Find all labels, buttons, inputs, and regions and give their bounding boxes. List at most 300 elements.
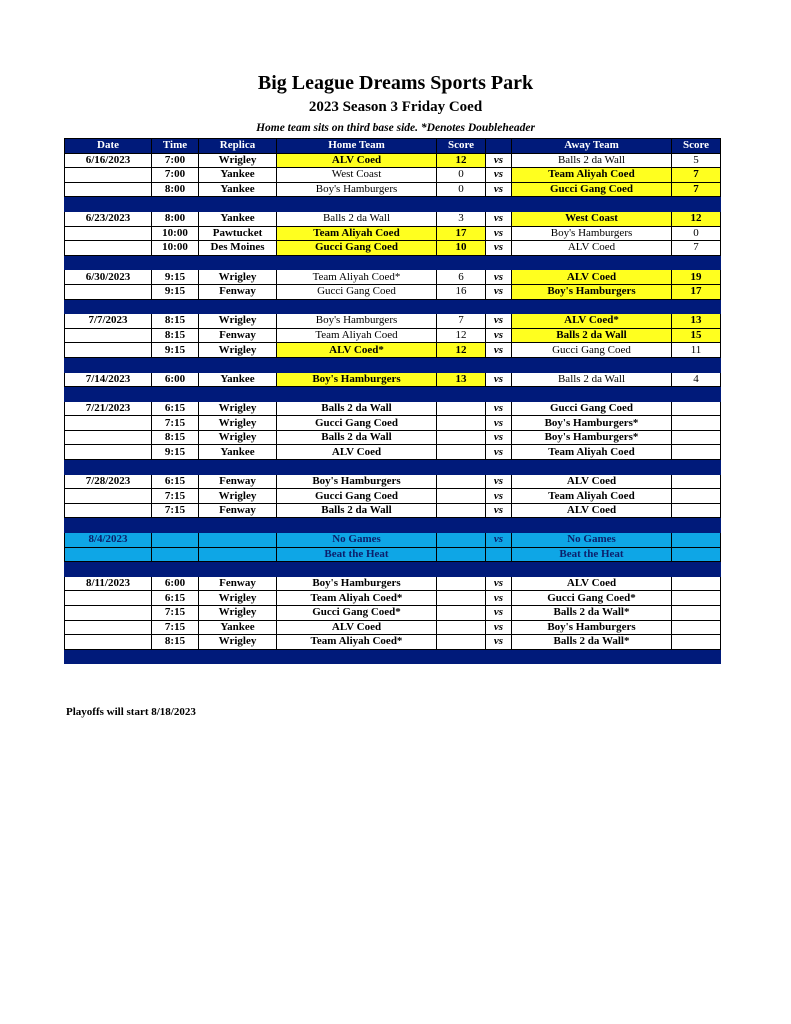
away-team-cell: ALV Coed <box>512 576 672 591</box>
page-subtitle: 2023 Season 3 Friday Coed <box>308 99 483 115</box>
game-row <box>65 591 721 606</box>
separator-cell <box>65 562 152 577</box>
replica-cell: Yankee <box>199 372 277 387</box>
separator-cell <box>672 460 721 475</box>
vs-cell: vs <box>486 635 512 650</box>
home-team-cell: Balls 2 da Wall <box>277 430 437 445</box>
separator-row <box>65 562 721 577</box>
separator-cell <box>152 460 199 475</box>
separator-cell <box>152 255 199 270</box>
vs-cell: vs <box>486 445 512 460</box>
away-score-cell <box>672 401 721 416</box>
replica-cell: Fenway <box>199 474 277 489</box>
time-cell: 7:15 <box>152 416 199 431</box>
game-row <box>65 430 721 445</box>
time-cell: 7:00 <box>152 153 199 168</box>
game-row <box>65 168 721 183</box>
away-team-cell: Team Aliyah Coed <box>512 168 672 183</box>
schedule-note: Home team sits on third base side. *Denotes Doubleheader <box>256 122 535 134</box>
home-score-cell: 6 <box>437 270 486 285</box>
separator-cell <box>672 518 721 533</box>
replica-cell: Des Moines <box>199 241 277 256</box>
home-team-cell: Balls 2 da Wall <box>277 401 437 416</box>
separator-cell <box>65 255 152 270</box>
away-team-cell: ALV Coed <box>512 270 672 285</box>
replica-cell: Wrigley <box>199 606 277 621</box>
vs-cell: vs <box>486 606 512 621</box>
vs-cell: vs <box>486 314 512 329</box>
game-row <box>65 445 721 460</box>
header-time: Time <box>152 139 199 154</box>
away-team-cell: Balls 2 da Wall <box>512 328 672 343</box>
time-cell: 9:15 <box>152 270 199 285</box>
separator-row <box>65 518 721 533</box>
separator-row <box>65 299 721 314</box>
separator-cell <box>277 460 437 475</box>
separator-cell <box>512 518 672 533</box>
separator-cell <box>672 649 721 664</box>
away-team-cell: Balls 2 da Wall <box>512 372 672 387</box>
away-team-cell: ALV Coed* <box>512 314 672 329</box>
home-score-cell <box>437 606 486 621</box>
separator-cell <box>486 649 512 664</box>
vs-cell: vs <box>486 401 512 416</box>
game-row <box>65 153 721 168</box>
away-team-cell: Balls 2 da Wall* <box>512 635 672 650</box>
away-score-cell: 5 <box>672 153 721 168</box>
separator-cell <box>437 255 486 270</box>
away-score-cell <box>672 474 721 489</box>
home-team-cell: ALV Coed <box>277 620 437 635</box>
game-row <box>65 241 721 256</box>
date-cell <box>65 182 152 197</box>
separator-cell <box>672 299 721 314</box>
header-home-score: Score <box>437 139 486 154</box>
header-away-score: Score <box>672 139 721 154</box>
separator-cell <box>277 197 437 212</box>
replica-cell: Wrigley <box>199 635 277 650</box>
home-score-cell: 10 <box>437 241 486 256</box>
replica-cell: Wrigley <box>199 416 277 431</box>
time-cell <box>152 547 199 562</box>
separator-cell <box>672 562 721 577</box>
away-score-cell <box>672 547 721 562</box>
home-team-cell: Team Aliyah Coed* <box>277 591 437 606</box>
date-cell <box>65 168 152 183</box>
header-vs <box>486 139 512 154</box>
replica-cell: Yankee <box>199 182 277 197</box>
separator-cell <box>512 299 672 314</box>
separator-cell <box>437 387 486 402</box>
away-score-cell: 4 <box>672 372 721 387</box>
home-team-cell: Boy's Hamburgers <box>277 576 437 591</box>
replica-cell <box>199 533 277 548</box>
away-score-cell: 7 <box>672 168 721 183</box>
separator-cell <box>65 197 152 212</box>
game-row <box>65 474 721 489</box>
date-cell <box>65 430 152 445</box>
time-cell: 7:15 <box>152 606 199 621</box>
separator-cell <box>277 562 437 577</box>
home-score-cell <box>437 576 486 591</box>
home-team-cell: Boy's Hamburgers <box>277 182 437 197</box>
date-cell: 7/21/2023 <box>65 401 152 416</box>
header-replica: Replica <box>199 139 277 154</box>
away-team-cell: ALV Coed <box>512 503 672 518</box>
separator-cell <box>512 357 672 372</box>
replica-cell: Wrigley <box>199 489 277 504</box>
home-team-cell: ALV Coed <box>277 153 437 168</box>
vs-cell: vs <box>486 328 512 343</box>
date-cell <box>65 328 152 343</box>
date-cell: 6/23/2023 <box>65 211 152 226</box>
header-home-team: Home Team <box>277 139 437 154</box>
separator-cell <box>152 357 199 372</box>
home-score-cell <box>437 503 486 518</box>
home-score-cell <box>437 474 486 489</box>
home-team-cell: Boy's Hamburgers <box>277 474 437 489</box>
separator-cell <box>152 387 199 402</box>
replica-cell: Fenway <box>199 576 277 591</box>
date-cell <box>65 547 152 562</box>
separator-cell <box>152 649 199 664</box>
home-team-cell: Team Aliyah Coed <box>277 226 437 241</box>
replica-cell: Pawtucket <box>199 226 277 241</box>
separator-row <box>65 649 721 664</box>
time-cell: 9:15 <box>152 343 199 358</box>
away-team-cell: Balls 2 da Wall* <box>512 606 672 621</box>
time-cell: 8:15 <box>152 635 199 650</box>
home-score-cell <box>437 635 486 650</box>
separator-cell <box>65 518 152 533</box>
away-score-cell: 17 <box>672 284 721 299</box>
separator-row <box>65 460 721 475</box>
away-score-cell: 7 <box>672 241 721 256</box>
vs-cell: vs <box>486 503 512 518</box>
home-team-cell: Team Aliyah Coed* <box>277 635 437 650</box>
vs-cell: vs <box>486 343 512 358</box>
away-score-cell <box>672 416 721 431</box>
time-cell: 6:15 <box>152 474 199 489</box>
home-score-cell: 12 <box>437 153 486 168</box>
separator-row <box>65 197 721 212</box>
away-team-cell: Gucci Gang Coed* <box>512 591 672 606</box>
home-team-cell: ALV Coed <box>277 445 437 460</box>
time-cell: 6:00 <box>152 372 199 387</box>
away-team-cell: Boy's Hamburgers <box>512 284 672 299</box>
separator-cell <box>277 357 437 372</box>
date-cell <box>65 416 152 431</box>
separator-cell <box>486 387 512 402</box>
separator-cell <box>277 518 437 533</box>
replica-cell: Yankee <box>199 620 277 635</box>
separator-cell <box>672 197 721 212</box>
replica-cell: Wrigley <box>199 153 277 168</box>
away-team-cell: Boy's Hamburgers <box>512 620 672 635</box>
away-team-cell: ALV Coed <box>512 241 672 256</box>
away-score-cell: 11 <box>672 343 721 358</box>
game-row <box>65 606 721 621</box>
game-row <box>65 284 721 299</box>
away-score-cell <box>672 635 721 650</box>
date-cell <box>65 284 152 299</box>
separator-cell <box>199 299 277 314</box>
game-row <box>65 328 721 343</box>
away-team-cell: No Games <box>512 533 672 548</box>
separator-cell <box>512 197 672 212</box>
time-cell: 8:15 <box>152 328 199 343</box>
vs-cell: vs <box>486 284 512 299</box>
home-score-cell: 3 <box>437 211 486 226</box>
game-row <box>65 270 721 285</box>
date-cell <box>65 620 152 635</box>
schedule-table <box>64 138 721 664</box>
home-team-cell: Balls 2 da Wall <box>277 211 437 226</box>
separator-cell <box>277 255 437 270</box>
separator-cell <box>199 518 277 533</box>
replica-cell: Yankee <box>199 168 277 183</box>
separator-cell <box>486 460 512 475</box>
separator-cell <box>437 562 486 577</box>
game-row <box>65 576 721 591</box>
away-score-cell <box>672 591 721 606</box>
time-cell: 8:15 <box>152 314 199 329</box>
away-team-cell: West Coast <box>512 211 672 226</box>
separator-cell <box>65 357 152 372</box>
page-title: Big League Dreams Sports Park <box>257 72 534 94</box>
replica-cell: Wrigley <box>199 270 277 285</box>
separator-cell <box>199 387 277 402</box>
separator-cell <box>512 460 672 475</box>
vs-cell: vs <box>486 182 512 197</box>
separator-cell <box>437 518 486 533</box>
away-team-cell: Gucci Gang Coed <box>512 182 672 197</box>
home-team-cell: Gucci Gang Coed <box>277 416 437 431</box>
replica-cell: Yankee <box>199 445 277 460</box>
separator-cell <box>486 255 512 270</box>
date-cell: 8/4/2023 <box>65 533 152 548</box>
time-cell: 8:15 <box>152 430 199 445</box>
time-cell: 10:00 <box>152 226 199 241</box>
replica-cell: Wrigley <box>199 314 277 329</box>
date-cell: 7/14/2023 <box>65 372 152 387</box>
home-score-cell: 16 <box>437 284 486 299</box>
separator-cell <box>486 518 512 533</box>
date-cell <box>65 343 152 358</box>
home-score-cell: 17 <box>437 226 486 241</box>
vs-cell: vs <box>486 416 512 431</box>
separator-cell <box>437 299 486 314</box>
date-cell <box>65 503 152 518</box>
away-team-cell: Gucci Gang Coed <box>512 401 672 416</box>
away-team-cell: Boy's Hamburgers <box>512 226 672 241</box>
separator-cell <box>672 387 721 402</box>
separator-cell <box>199 460 277 475</box>
separator-row <box>65 357 721 372</box>
date-cell <box>65 489 152 504</box>
separator-cell <box>152 299 199 314</box>
time-cell: 9:15 <box>152 445 199 460</box>
home-score-cell <box>437 547 486 562</box>
home-team-cell: Balls 2 da Wall <box>277 503 437 518</box>
away-score-cell: 0 <box>672 226 721 241</box>
home-score-cell <box>437 445 486 460</box>
replica-cell: Fenway <box>199 284 277 299</box>
home-team-cell: Boy's Hamburgers <box>277 314 437 329</box>
time-cell: 9:15 <box>152 284 199 299</box>
date-cell: 7/7/2023 <box>65 314 152 329</box>
away-team-cell: Team Aliyah Coed <box>512 445 672 460</box>
separator-cell <box>199 649 277 664</box>
home-score-cell: 0 <box>437 182 486 197</box>
separator-cell <box>437 197 486 212</box>
time-cell: 7:00 <box>152 168 199 183</box>
separator-cell <box>199 197 277 212</box>
separator-cell <box>437 649 486 664</box>
away-team-cell: Balls 2 da Wall <box>512 153 672 168</box>
away-score-cell: 15 <box>672 328 721 343</box>
vs-cell: vs <box>486 591 512 606</box>
separator-cell <box>512 649 672 664</box>
away-score-cell <box>672 620 721 635</box>
date-cell: 7/28/2023 <box>65 474 152 489</box>
date-cell: 6/30/2023 <box>65 270 152 285</box>
home-team-cell: Team Aliyah Coed* <box>277 270 437 285</box>
separator-cell <box>65 649 152 664</box>
schedule-body <box>65 153 721 664</box>
game-row <box>65 489 721 504</box>
home-team-cell: Gucci Gang Coed <box>277 284 437 299</box>
separator-cell <box>65 299 152 314</box>
vs-cell: vs <box>486 430 512 445</box>
replica-cell: Wrigley <box>199 591 277 606</box>
home-score-cell: 0 <box>437 168 486 183</box>
separator-cell <box>152 197 199 212</box>
separator-cell <box>65 387 152 402</box>
separator-cell <box>512 387 672 402</box>
date-cell <box>65 226 152 241</box>
replica-cell: Wrigley <box>199 401 277 416</box>
date-cell: 8/11/2023 <box>65 576 152 591</box>
home-team-cell: Beat the Heat <box>277 547 437 562</box>
separator-cell <box>512 562 672 577</box>
home-team-cell: West Coast <box>277 168 437 183</box>
date-cell <box>65 591 152 606</box>
separator-cell <box>437 460 486 475</box>
header-away-team: Away Team <box>512 139 672 154</box>
replica-cell: Fenway <box>199 503 277 518</box>
home-score-cell: 12 <box>437 343 486 358</box>
separator-cell <box>199 255 277 270</box>
date-cell <box>65 241 152 256</box>
vs-cell: vs <box>486 474 512 489</box>
home-score-cell: 12 <box>437 328 486 343</box>
vs-cell: vs <box>486 372 512 387</box>
home-team-cell: Team Aliyah Coed <box>277 328 437 343</box>
away-score-cell: 19 <box>672 270 721 285</box>
home-score-cell <box>437 591 486 606</box>
separator-row <box>65 255 721 270</box>
time-cell: 8:00 <box>152 182 199 197</box>
away-score-cell: 12 <box>672 211 721 226</box>
separator-cell <box>277 649 437 664</box>
vs-cell: vs <box>486 168 512 183</box>
game-row <box>65 226 721 241</box>
away-score-cell <box>672 533 721 548</box>
home-score-cell: 13 <box>437 372 486 387</box>
separator-cell <box>277 299 437 314</box>
away-score-cell <box>672 445 721 460</box>
separator-cell <box>672 357 721 372</box>
away-team-cell: Boy's Hamburgers* <box>512 430 672 445</box>
away-team-cell: Beat the Heat <box>512 547 672 562</box>
replica-cell: Yankee <box>199 211 277 226</box>
separator-cell <box>437 357 486 372</box>
home-team-cell: ALV Coed* <box>277 343 437 358</box>
home-team-cell: Gucci Gang Coed* <box>277 606 437 621</box>
header-row <box>65 139 721 154</box>
time-cell <box>152 533 199 548</box>
time-cell: 8:00 <box>152 211 199 226</box>
vs-cell: vs <box>486 241 512 256</box>
game-row <box>65 620 721 635</box>
time-cell: 7:15 <box>152 620 199 635</box>
vs-cell: vs <box>486 270 512 285</box>
away-team-cell: Team Aliyah Coed <box>512 489 672 504</box>
away-score-cell <box>672 503 721 518</box>
separator-cell <box>65 460 152 475</box>
home-team-cell: Boy's Hamburgers <box>277 372 437 387</box>
separator-cell <box>672 255 721 270</box>
game-row <box>65 314 721 329</box>
home-score-cell <box>437 489 486 504</box>
home-score-cell <box>437 533 486 548</box>
replica-cell: Fenway <box>199 328 277 343</box>
separator-cell <box>152 518 199 533</box>
separator-cell <box>199 562 277 577</box>
date-cell <box>65 635 152 650</box>
home-score-cell <box>437 416 486 431</box>
separator-cell <box>512 255 672 270</box>
time-cell: 6:15 <box>152 591 199 606</box>
separator-cell <box>486 299 512 314</box>
game-row <box>65 503 721 518</box>
header-date: Date <box>65 139 152 154</box>
game-row <box>65 211 721 226</box>
separator-cell <box>486 197 512 212</box>
time-cell: 7:15 <box>152 503 199 518</box>
game-row <box>65 416 721 431</box>
home-team-cell: No Games <box>277 533 437 548</box>
playoffs-note: Playoffs will start 8/18/2023 <box>66 706 196 718</box>
separator-cell <box>152 562 199 577</box>
replica-cell <box>199 547 277 562</box>
away-score-cell <box>672 606 721 621</box>
vs-cell: vs <box>486 489 512 504</box>
vs-cell: vs <box>486 533 512 548</box>
no-games-row <box>65 547 721 562</box>
replica-cell: Wrigley <box>199 343 277 358</box>
no-games-row <box>65 533 721 548</box>
separator-cell <box>486 357 512 372</box>
separator-cell <box>277 387 437 402</box>
away-team-cell: Gucci Gang Coed <box>512 343 672 358</box>
time-cell: 7:15 <box>152 489 199 504</box>
away-score-cell <box>672 576 721 591</box>
home-score-cell <box>437 620 486 635</box>
date-cell <box>65 445 152 460</box>
separator-row <box>65 387 721 402</box>
